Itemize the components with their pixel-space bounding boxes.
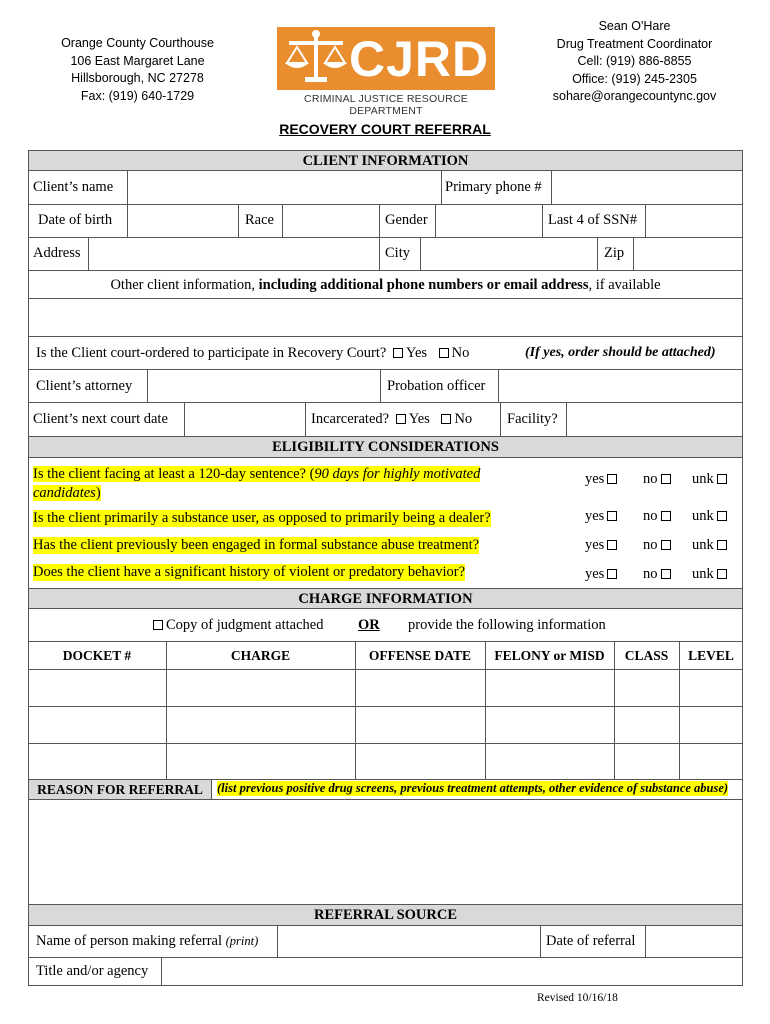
q4-no-checkbox[interactable] [661,569,671,579]
incarcerated-label: Incarcerated? [311,411,390,427]
label-date-of-birth: Date of birth [38,212,113,228]
q3-answers-unk [692,537,730,554]
divider [305,402,306,437]
referrer-name-text: Name of person making referral [36,933,226,949]
input-address[interactable] [89,238,379,270]
input-referrer-name[interactable] [278,926,540,957]
no-label: No [454,411,473,427]
yes-label: yes [585,471,605,487]
section-eligibility: ELIGIBILITY CONSIDERATIONS [28,436,743,458]
divider [380,369,381,403]
q3-yes-checkbox[interactable] [607,540,617,550]
q4-answers-no [643,566,674,583]
label-date-of-referral: Date of referral [546,933,636,949]
input-clients-attorney[interactable] [148,370,380,402]
divider [500,402,501,437]
q4-unk-checkbox[interactable] [717,569,727,579]
cjrd-logo [277,27,495,117]
reason-heading: REASON FOR REFERRAL [28,779,212,800]
unk-label: unk [692,566,714,582]
input-other-info[interactable] [28,298,743,337]
col-class: CLASS [624,648,669,663]
q3-answers [585,537,620,554]
q2-answers-no [643,508,674,525]
unk-label: unk [692,508,714,524]
eligibility-question-1 [33,465,503,503]
col-level: LEVEL [688,648,734,663]
or-label: OR [358,617,380,633]
yes-label: yes [585,537,605,553]
input-probation-officer[interactable] [499,370,742,402]
other-info-emphasis: including additional phone numbers or email address [258,277,589,293]
input-city[interactable] [421,238,597,270]
yes-label: yes [585,566,605,582]
label-gender: Gender [385,212,428,228]
q2-unk-checkbox[interactable] [717,511,727,521]
label-next-court-date: Client’s next court date [33,411,168,427]
divider [597,237,598,271]
q2-no-checkbox[interactable] [661,511,671,521]
logo-background [277,27,495,90]
input-reason-for-referral[interactable] [28,799,743,905]
q1-italic-2: candidates [33,485,96,501]
unk-label: unk [692,537,714,553]
input-date-of-birth[interactable] [128,205,238,237]
logo-wordmark: CJRD [349,31,490,87]
input-clients-name[interactable] [128,171,441,204]
address-line: Hillsborough, NC 27278 [71,71,204,85]
col-offense-date: OFFENSE DATE [368,648,472,663]
address-line: Orange County Courthouse [61,36,214,50]
label-referrer-name [36,933,258,950]
divider [238,204,239,238]
q1-answers [585,471,620,488]
col-felony-misd: FELONY or MISD [494,648,605,663]
section-client-information: CLIENT INFORMATION [28,150,743,171]
input-ssn[interactable] [646,205,742,237]
section-charge-information: CHARGE INFORMATION [28,588,743,609]
q2-yes-checkbox[interactable] [607,511,617,521]
eligibility-question-4: Does the client have a significant history of violent or predatory behavior? [33,564,466,580]
coordinator-contact [532,18,737,106]
court-ordered-yes-checkbox[interactable] [393,348,403,358]
label-primary-phone: Primary phone # [445,179,542,195]
col-docket: DOCKET # [62,648,132,663]
yes-label: yes [585,508,605,524]
charge-row-3[interactable] [29,744,742,779]
label-city: City [385,245,410,261]
q1-yes-checkbox[interactable] [607,474,617,484]
label-facility: Facility? [507,411,558,427]
eligibility-question-2: Is the client primarily a substance user, as opposed to primarily being a dealer? [33,510,491,526]
col-charge: CHARGE [230,648,291,663]
input-next-court-date[interactable] [185,403,305,436]
q4-answers [585,566,620,583]
logo-subtitle: CRIMINAL JUSTICE RESOURCE DEPARTMENT [304,93,468,117]
yes-label: Yes [408,411,430,427]
input-race[interactable] [283,205,379,237]
page-title: RECOVERY COURT REFERRAL [279,121,491,137]
scales-of-justice-icon [281,29,351,89]
provide-info-label: provide the following information [408,617,606,633]
divider [379,237,380,271]
incarcerated-question [311,411,472,428]
label-address: Address [33,245,81,261]
no-label: no [643,508,658,524]
q1-unk-checkbox[interactable] [717,474,727,484]
other-info-suffix: , if available [588,277,661,293]
court-ordered-question [36,345,469,362]
input-facility[interactable] [567,403,742,436]
judgment-copy-label: Copy of judgment attached [166,617,324,633]
label-title-agency: Title and/or agency [36,963,149,979]
q1-text: Is the client facing at least a 120-day sentence? ( [33,466,315,482]
revised-date: Revised 10/16/18 [537,992,618,1004]
address-line: 106 East Margaret Lane [70,53,205,68]
label-clients-attorney: Client’s attorney [36,378,133,394]
input-zip[interactable] [634,238,742,270]
q1-no-checkbox[interactable] [661,474,671,484]
unk-label: unk [692,471,714,487]
q3-no-checkbox[interactable] [661,540,671,550]
input-title-agency[interactable] [162,958,742,985]
courthouse-address [40,35,235,105]
coordinator-email: sohare@orangecountync.gov [552,89,717,103]
no-label: no [643,566,658,582]
no-label: No [451,345,470,361]
no-label: no [643,537,658,553]
coordinator-cell: Cell: (919) 886-8855 [577,54,692,68]
judgment-copy-option [153,617,323,634]
input-gender[interactable] [436,205,542,237]
label-ssn: Last 4 of SSN# [548,212,638,228]
yes-label: Yes [405,345,428,361]
label-zip: Zip [604,245,625,261]
divider [379,204,380,238]
q2-answers-unk [692,508,730,525]
other-info-text: Other client information, [110,277,259,293]
label-race: Race [245,212,274,228]
label-probation-officer: Probation officer [387,378,486,394]
no-label: no [643,471,658,487]
q1-answers-unk [692,471,730,488]
q1-close: ) [95,485,101,501]
q1-italic: 90 days for highly motivated [314,466,481,482]
input-date-of-referral[interactable] [646,926,742,957]
q1-answers-no [643,471,674,488]
q4-yes-checkbox[interactable] [607,569,617,579]
coordinator-title: Drug Treatment Coordinator [556,36,713,51]
incarcerated-no-checkbox[interactable] [441,414,451,424]
incarcerated-yes-checkbox[interactable] [396,414,406,424]
judgment-copy-checkbox[interactable] [153,620,163,630]
court-ordered-note: (If yes, order should be attached) [525,345,716,360]
charge-row-2[interactable] [29,707,742,743]
section-referral-source: REFERRAL SOURCE [28,904,743,926]
court-ordered-no-checkbox[interactable] [439,348,449,358]
fax-line: Fax: (919) 640-1729 [80,88,195,103]
q3-unk-checkbox[interactable] [717,540,727,550]
charge-row-1[interactable] [29,670,742,706]
print-note: (print) [225,934,259,948]
court-ordered-text: Is the Client court-ordered to participate in Recovery Court? [36,345,387,361]
divider [542,204,543,238]
label-other-info [28,277,743,294]
q4-answers-unk [692,566,730,583]
coordinator-office: Office: (919) 245-2305 [572,71,697,86]
row-judgment-option [28,608,743,642]
eligibility-question-3: Has the client previously been engaged in formal substance abuse treatment? [33,537,480,553]
input-primary-phone[interactable] [552,171,742,204]
coordinator-name: Sean O'Hare [598,19,671,33]
label-clients-name: Client’s name [33,179,114,195]
divider [540,925,541,958]
q2-answers [585,508,620,525]
reason-note: (list previous positive drug screens, previous treatment attempts, other evidence of substance abuse) [217,781,729,795]
divider [441,170,442,205]
q3-answers-no [643,537,674,554]
